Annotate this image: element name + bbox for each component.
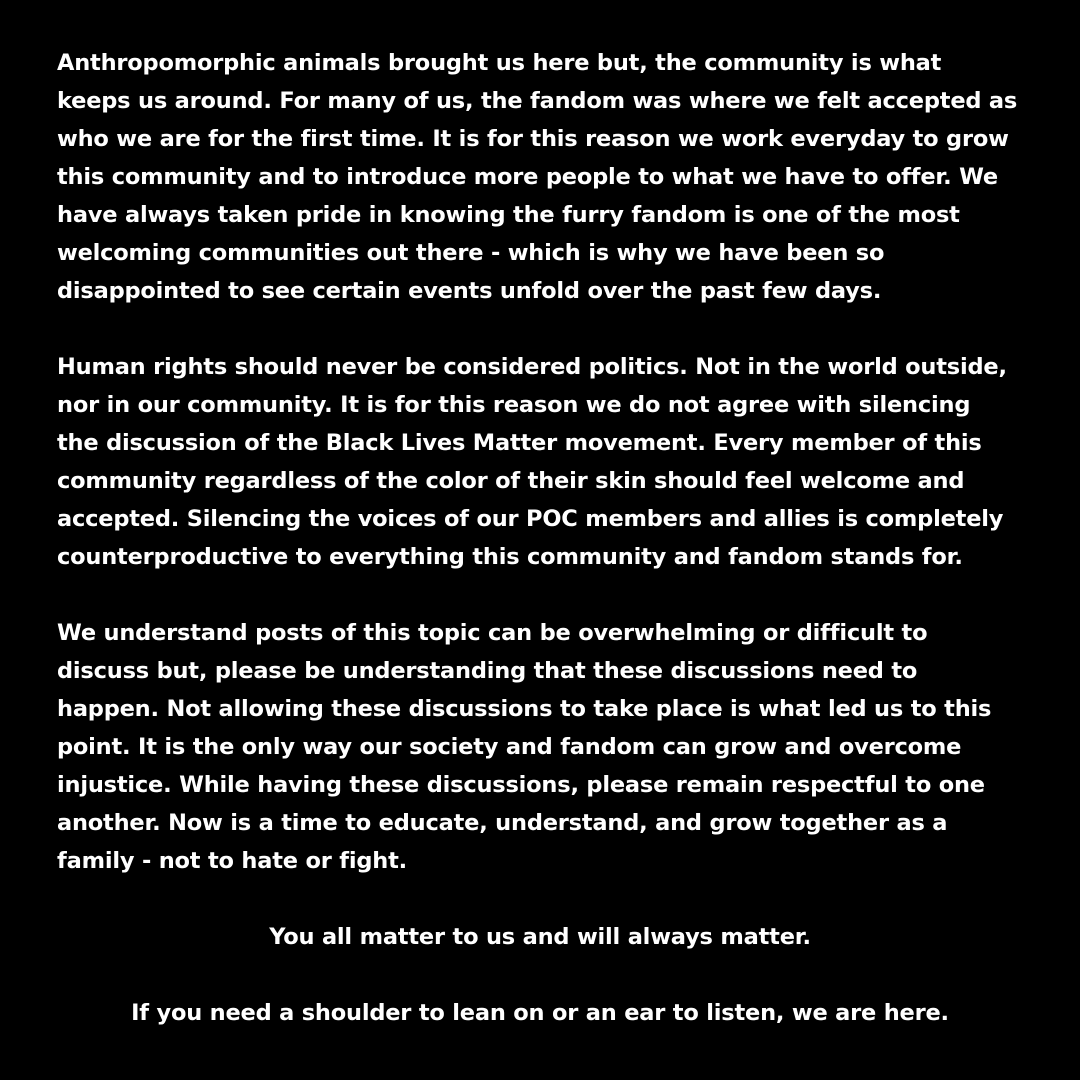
paragraph-line: point. It is the only way our society and fandom can grow and overcome: [57, 734, 962, 760]
paragraph-line: another. Now is a time to educate, understand, and grow together as a: [57, 810, 948, 836]
paragraph-line: have always taken pride in knowing the furry fandom is one of the most: [57, 202, 960, 228]
paragraph-line: injustice. While having these discussions, please remain respectful to one: [57, 772, 985, 798]
paragraph-line: Anthropomorphic animals brought us here but, the community is what: [57, 50, 942, 76]
paragraph-line: counterproductive to everything this community and fandom stands for.: [57, 544, 963, 570]
paragraph-line: who we are for the first time. It is for this reason we work everyday to grow: [57, 126, 1009, 152]
statement-text-block: [57, 44, 1037, 1032]
paragraph-line: this community and to introduce more people to what we have to offer. We: [57, 164, 998, 190]
paragraph-line: family - not to hate or fight.: [57, 848, 407, 874]
paragraph-discussions: [57, 614, 1037, 880]
closing-line-here: If you need a shoulder to lean on or an ear to listen, we are here.: [131, 1000, 949, 1026]
paragraph-line: welcoming communities out there - which is why we have been so: [57, 240, 885, 266]
paragraph-community: [57, 44, 1037, 310]
paragraph-human-rights: [57, 348, 1037, 576]
paragraph-line: accepted. Silencing the voices of our POC members and allies is completely: [57, 506, 1004, 532]
paragraph-line: community regardless of the color of their skin should feel welcome and: [57, 468, 965, 494]
paragraph-line: Human rights should never be considered politics. Not in the world outside,: [57, 354, 1007, 380]
paragraph-line: disappointed to see certain events unfold over the past few days.: [57, 278, 882, 304]
paragraph-line: We understand posts of this topic can be overwhelming or difficult to: [57, 620, 928, 646]
paragraph-line: keeps us around. For many of us, the fandom was where we felt accepted as: [57, 88, 1018, 114]
closing-line-matter: You all matter to us and will always matter.: [269, 924, 811, 950]
paragraph-line: discuss but, please be understanding that these discussions need to: [57, 658, 918, 684]
paragraph-line: nor in our community. It is for this reason we do not agree with silencing: [57, 392, 971, 418]
paragraph-line: happen. Not allowing these discussions to take place is what led us to this: [57, 696, 992, 722]
paragraph-line: the discussion of the Black Lives Matter movement. Every member of this: [57, 430, 982, 456]
